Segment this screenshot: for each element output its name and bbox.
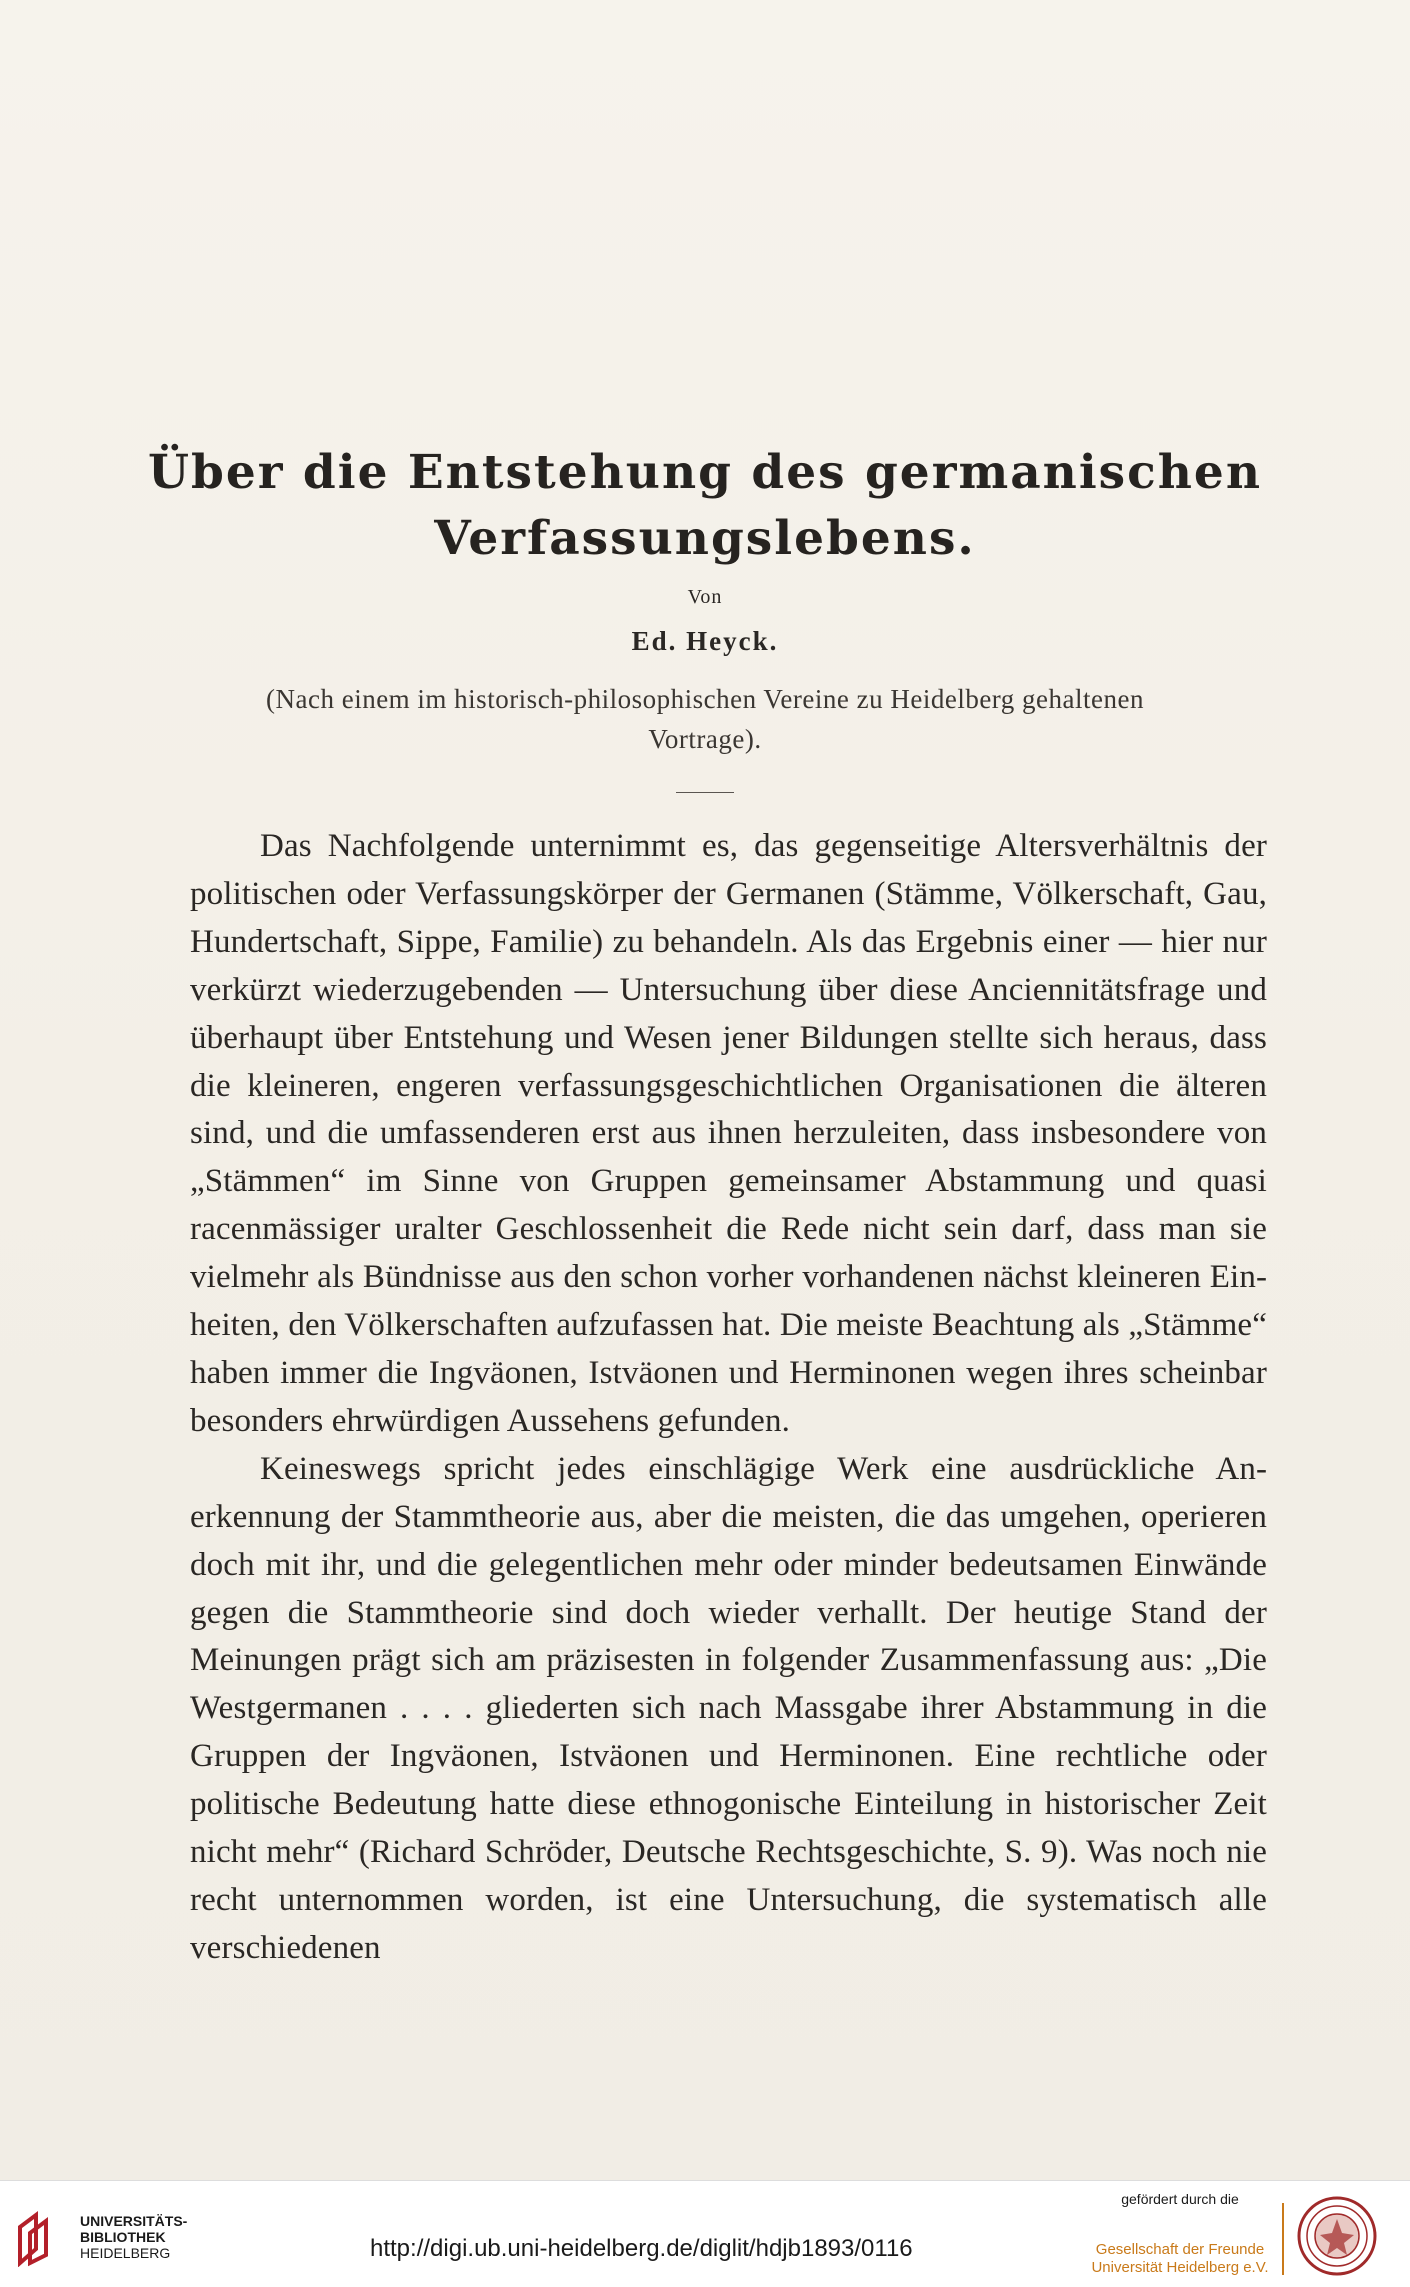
sponsor-label: gefördert durch die <box>1121 2191 1239 2207</box>
paragraph-2: Keineswegs spricht jedes einschlägige Werk eine ausdrückliche Anerkennung der Stammtheorie aus, aber die meisten, die das umgehen, operieren doch mit ihr, und die gelegentlichen mehr oder minder bedeutsamen Einwände gegen die Stammtheorie sind doch wieder verhallt. Der heutige Stand der Meinungen prägt sich am präzisesten in folgender Zusammenfassung aus: „Die Westgermanen . . . . gliederten sich nach Massgabe ihrer Abstammung in die Gruppen der Ingväonen, Istväonen und Herminonen. Eine rechtliche oder politische Bedeutung hatte diese ethnogonische Einteilung in historischer Zeit nicht mehr“ (Richard Schröder, Deutsche Rechtsgeschichte, S. 9). Was noch nie recht unternommen worden, ist eine Untersuchung, die systematisch alle verschiedenen <box>190 1450 1267 1966</box>
library-logo-icon <box>14 2209 66 2267</box>
author-name: Ed. Heyck. <box>631 626 779 656</box>
lecture-note-line2: Vortrage). <box>648 724 762 754</box>
article-title-line1: Über die Entstehung des germanischen <box>147 445 1263 500</box>
sponsor-divider <box>1282 2203 1284 2275</box>
title-divider <box>676 792 734 793</box>
paragraph-1: Das Nachfolgende unternimmt es, das gegenseitige Altersverhältnis der politischen oder Verfassungskörper der Germanen (Stämme, Völkerschaft, Gau, Hundertschaft, Sippe, Familie) zu behandeln. Als das Ergebnis einer — hier nur verkürzt wiederzugebenden — Untersuchung über diese Anciennitätsfrage und überhaupt über Entstehung und Wesen jener Bildungen stellte sich heraus, dass die kleineren, engeren verfassungsgeschichtlichen Organisationen die älteren sind, und die umfassenderen erst aus ihnen herzuleiten, dass insbesondere von „Stämmen“ im Sinne von Gruppen gemeinsamer Abstammung und quasi racenmässiger uralter Geschlossenheit die Rede nicht sein darf, dass man sie vielmehr als Bündnisse aus den schon vorher vorhandenen nächst kleineren Einheiten, den Völkerschaften aufzufassen hat. Die meiste Beachtung als „Stämme“ haben immer die Ingväonen, Istväonen und Herminonen wegen ihres scheinbar besonders ehrwürdigen Aussehens gefunden. <box>190 828 1267 1439</box>
sponsor-org-line1: Gesellschaft der Freunde <box>1095 2241 1265 2258</box>
university-seal-icon <box>1296 2195 1378 2277</box>
byline-von: Von <box>687 586 723 608</box>
library-name-line3: HEIDELBERG <box>80 2245 171 2261</box>
permalink-url[interactable]: http://digi.ub.uni-heidelberg.de/diglit/hdjb1893/0116 <box>370 2235 913 2262</box>
article-body <box>190 823 1267 1973</box>
library-name-line2: BIBLIOTHEK <box>80 2229 166 2245</box>
article-title-line2: Verfassungslebens. <box>434 511 976 566</box>
library-name-line1: UNIVERSITÄTS- <box>80 2213 188 2229</box>
sponsor-block <box>1090 2191 1270 2277</box>
sponsor-org-line2: Universität Heidelberg e.V. <box>1091 2259 1269 2276</box>
digitization-footer <box>0 2180 1410 2287</box>
library-name <box>80 2213 187 2261</box>
lecture-note-line1: (Nach einem im historisch-philosophischen Vereine zu Heidelberg gehaltenen <box>266 684 1144 714</box>
sponsor-org <box>1090 2241 1270 2277</box>
